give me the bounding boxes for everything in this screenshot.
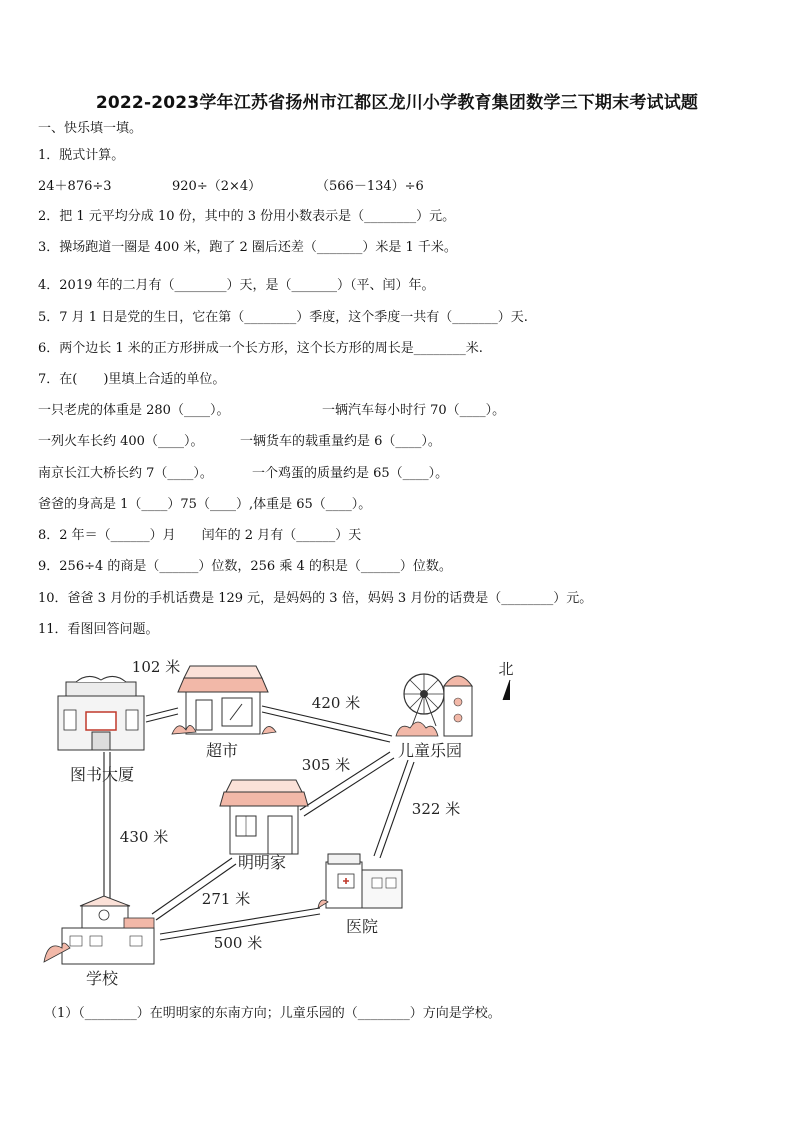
question-3: 3．操场跑道一圈是 400 米，跑了 2 圈后还差（_______）米是 1 千米。 (38, 240, 457, 255)
distance-park-hospital: 322 米 (411, 800, 461, 818)
question-1-label: 1．脱式计算。 (38, 148, 125, 163)
distance-library-school: 430 米 (119, 828, 169, 846)
label-park: 儿童乐园 (397, 741, 463, 760)
question-7-f: 一个鸡蛋的质量约是 65（____）。 (252, 466, 449, 481)
label-market: 超市 (205, 741, 239, 760)
north-label: 北 (498, 660, 514, 678)
school-building (44, 896, 154, 964)
section-heading: 一、快乐填一填。 (38, 121, 143, 136)
distance-school-hospital: 500 米 (213, 934, 263, 952)
label-school: 学校 (85, 969, 119, 988)
question-11-label: 11．看图回答问题。 (38, 622, 159, 637)
question-5: 5．7 月 1 日是党的生日，它在第（________）季度，这个季度一共有（_______）天. (38, 310, 528, 325)
question-10: 10．爸爸 3 月份的手机话费是 129 元，是妈妈的 3 倍，妈妈 3 月份的话费是（________）元。 (38, 591, 593, 606)
library-building (58, 676, 144, 750)
north-arrow-icon (503, 680, 510, 700)
question-4: 4．2019 年的二月有（________）天，是（_______）（平、闰）年。 (38, 278, 435, 293)
distance-library-market: 102 米 (131, 658, 181, 676)
label-library: 图书大厦 (69, 765, 135, 784)
question-8: 8．2 年＝（______）月 闰年的 2 月有（______）天 (38, 528, 362, 543)
hospital-building (318, 854, 402, 908)
distance-home-park: 305 米 (301, 756, 351, 774)
question-7-label: 7．在( )里填上合适的单位。 (38, 372, 226, 387)
question-7-c: 一列火车长约 400（____）。 (38, 434, 204, 449)
distance-home-school: 271 米 (201, 890, 251, 908)
question-11-sub-1: （1）（________）在明明家的东南方向；儿童乐园的（________）方向是学校。 (44, 1006, 501, 1021)
question-2: 2．把 1 元平均分成 10 份，其中的 3 份用小数表示是（________）元。 (38, 209, 456, 224)
question-7-b: 一辆汽车每小时行 70（____）。 (322, 403, 506, 418)
question-1-expr-2: 920÷（2×4） (172, 179, 262, 194)
distance-market-park: 420 米 (311, 694, 361, 712)
home-building (220, 780, 308, 854)
question-7-g: 爸爸的身高是 1（____）75（____）,体重是 65（____）。 (38, 497, 372, 512)
question-9: 9．256÷4 的商是（______）位数，256 乘 4 的积是（______）位数。 (38, 559, 452, 574)
question-7-e: 南京长江大桥长约 7（____）。 (38, 466, 213, 481)
question-1-expr-1: 24＋876÷3 (38, 179, 112, 194)
question-7-a: 一只老虎的体重是 280（____）。 (38, 403, 230, 418)
page-title: 2022-2023学年江苏省扬州市江都区龙川小学教育集团数学三下期末考试试题 (95, 93, 699, 113)
label-hospital: 医院 (345, 917, 379, 936)
park-building (396, 674, 472, 736)
market-building (172, 666, 276, 734)
question-1-expr-3: （566－134）÷6 (316, 179, 424, 194)
label-home: 明明家 (237, 853, 287, 872)
location-map (36, 652, 514, 992)
question-6: 6．两个边长 1 米的正方形拼成一个长方形，这个长方形的周长是________米. (38, 341, 483, 356)
question-7-d: 一辆货车的载重量约是 6（____）。 (240, 434, 441, 449)
